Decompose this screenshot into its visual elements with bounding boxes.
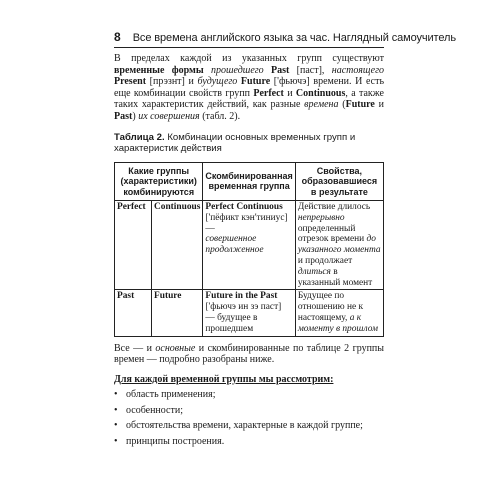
term-perfect: Perfect (253, 87, 284, 99)
intro-text: [паст], (289, 64, 332, 76)
page-number: 8 (114, 30, 121, 44)
intro-text: В пределах каждой из указанных групп существуют (114, 53, 384, 64)
translation: совершенное продолженное (205, 234, 264, 256)
list-heading: Для каждой временной группы мы рассмотрим: (114, 373, 334, 385)
bullet-icon: • (114, 404, 118, 416)
topics-list (114, 389, 384, 447)
prop-emph: длиться (297, 266, 331, 277)
list-item (114, 389, 384, 401)
combined-cell (203, 290, 295, 336)
term-continuous: Continuous (295, 87, 346, 99)
header-groups: Какие группы (характеристики) комбинируются (115, 162, 203, 201)
intro-text (204, 65, 211, 76)
prop-text: Будущее по отношению не к настоящему, (297, 291, 364, 324)
term-future: Future (240, 76, 271, 88)
para-text: и скомбинированные по таблице 2 группы времен — подробно разобраны ниже. (114, 342, 384, 366)
para-emph: основные (155, 342, 196, 354)
list-item-text: обстоятельства времени, характерные в каждой группе; (126, 420, 363, 432)
prop-emph: непрерывно (297, 212, 345, 223)
group-cell: Continuous (152, 201, 203, 290)
intro-emph: их совершения (138, 110, 200, 122)
intro-emph: прошедшего (211, 64, 264, 76)
intro-emph: будущего (197, 76, 238, 88)
prop-emph: до указанного момента (297, 234, 381, 256)
caption-label: Таблица 2. (114, 131, 165, 143)
intro-emph: временные формы (114, 64, 204, 76)
tense-combinations-table (114, 162, 384, 337)
group-cell: Perfect (115, 201, 152, 290)
list-item-text: особенности; (126, 404, 183, 416)
term-future: Future (345, 99, 375, 111)
bullet-icon: • (114, 435, 118, 447)
intro-text: ( (338, 99, 346, 111)
intro-text: , а также таких характеристик действий, как разные (114, 87, 384, 111)
combined-cell (203, 201, 295, 290)
intro-emph: времена (304, 99, 339, 111)
list-item-text: принципы построения. (126, 435, 225, 447)
intro-text: [прэзнт] и (146, 76, 198, 88)
group-cell: Future (152, 290, 203, 336)
prop-text: определенный отрезок времени (297, 223, 367, 245)
prop-text: и продолжает (297, 256, 353, 267)
list-item (114, 405, 384, 417)
properties-cell (295, 201, 383, 290)
list-item (114, 436, 384, 448)
intro-emph: настоящего (331, 64, 385, 76)
intro-text: (табл. 2). (199, 110, 241, 122)
combined-title: Perfect Continuous (205, 202, 283, 213)
caption-text: Комбинации основных временных групп и характеристик действия (114, 131, 356, 155)
table-row (115, 290, 384, 336)
intro-text: ['фьючэ] времени. И есть еще комбинации свойств групп (114, 76, 385, 99)
table-caption (114, 132, 384, 155)
list-item (114, 420, 384, 432)
intro-paragraph (114, 53, 384, 123)
properties-cell (295, 290, 383, 336)
para-text: Все — и (114, 342, 156, 354)
prop-text: Действие длилось (297, 202, 371, 213)
table-header-row (115, 162, 384, 201)
group-cell: Past (115, 290, 152, 336)
prop-text: в указанный момент (297, 266, 373, 288)
list-item-text: область применения; (126, 389, 216, 401)
combined-title: Future in the Past (205, 291, 278, 302)
running-title: Все времена английского языка за час. Наглядный самоучитель (132, 32, 456, 44)
header-properties: Свойства, образовавшиеся в результате (295, 162, 383, 201)
header-combined: Скомбинированная временная группа (203, 162, 295, 201)
intro-text (264, 65, 271, 76)
page-content (114, 53, 384, 447)
summary-paragraph (114, 343, 384, 366)
running-header (114, 30, 456, 48)
term-present: Present (114, 76, 147, 88)
prop-emph: а к моменту в прошлом (297, 313, 379, 334)
pronunciation: ['фьючэ ин зэ паст] — будущее в прошедшем (205, 302, 282, 334)
term-past: Past (271, 64, 290, 76)
table-row (115, 201, 384, 290)
intro-text: ) (132, 110, 139, 122)
pronunciation: ['пёфикт кэн'тиниус] — (205, 212, 288, 234)
intro-text: и (374, 99, 384, 111)
intro-text: и (283, 87, 296, 99)
term-past: Past (114, 110, 133, 122)
bullet-icon: • (114, 420, 118, 432)
bullet-icon: • (114, 389, 118, 401)
